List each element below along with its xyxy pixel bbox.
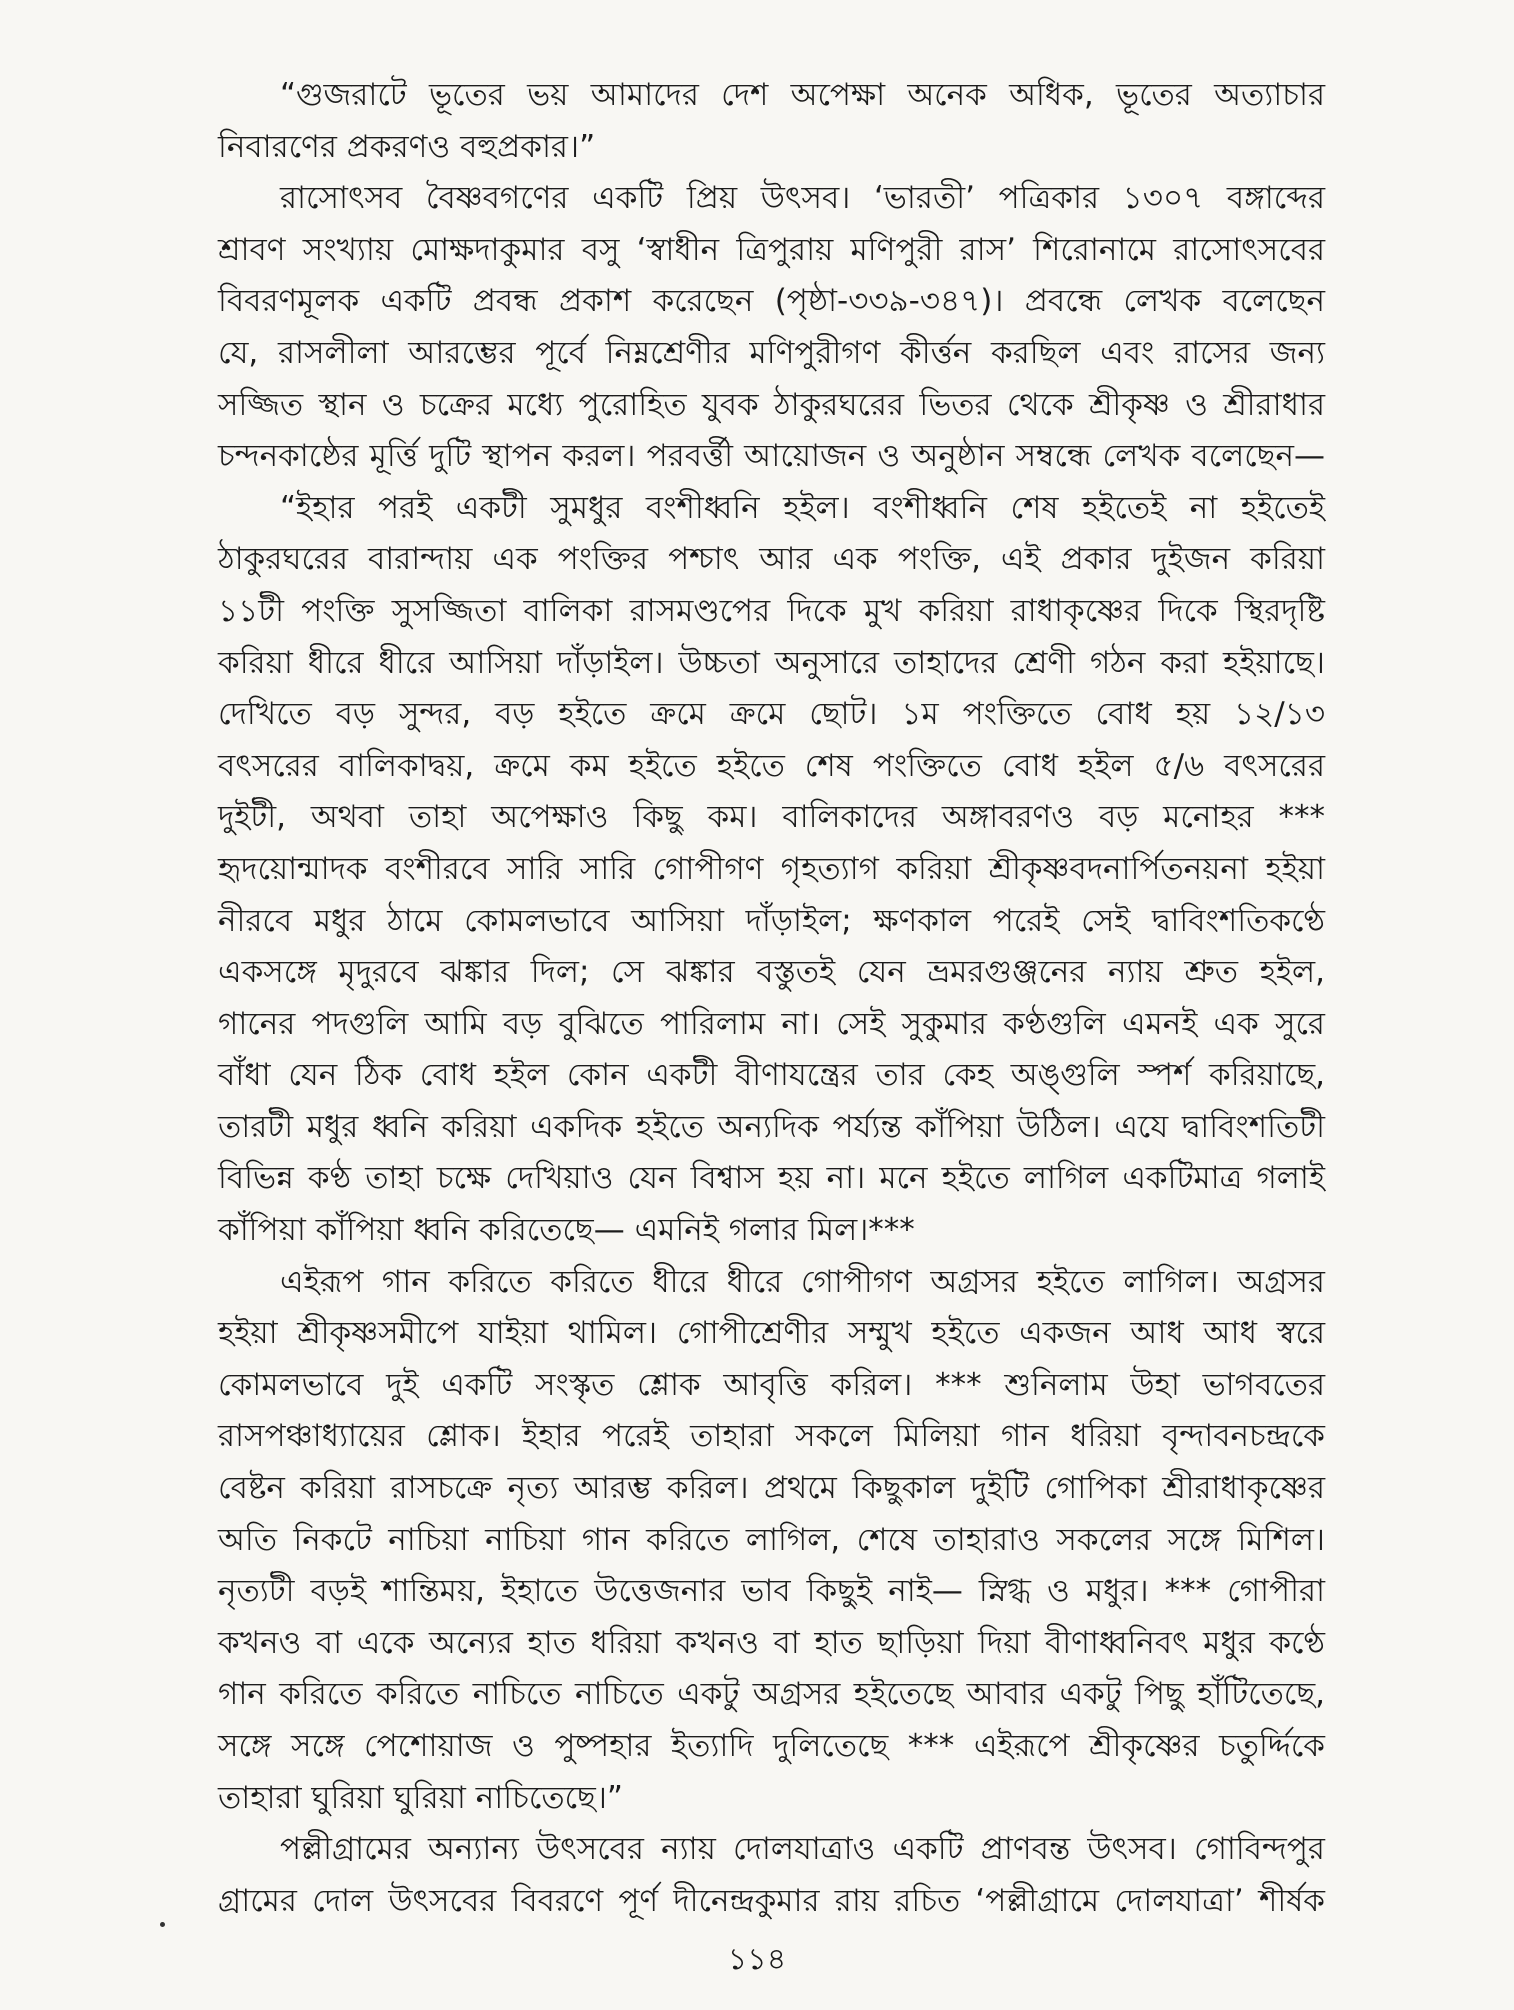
text-line: বিবরণমূলক একটি প্রবন্ধ প্রকাশ করেছেন (পৃষ্ঠা-৩৩৯-৩৪৭)। প্রবন্ধে লেখক বলেছেন <box>218 283 1325 320</box>
text-line: তাহারা ঘুরিয়া ঘুরিয়া নাচিতেছে।” <box>218 1779 623 1816</box>
text-line: নৃত্যটী বড়ই শান্তিময়, ইহাতে উত্তেজনার ভাব কিছুই নাই— স্নিগ্ধ ও মধুর। *** গোপীরা <box>218 1573 1325 1610</box>
page-number: ১১৪ <box>727 1942 787 1977</box>
text-line: রাসোৎসব বৈষ্ণবগণের একটি প্রিয় উৎসব। ‘ভারতী’ পত্রিকার ১৩০৭ বঙ্গাব্দের <box>280 180 1325 217</box>
text-line: একসঙ্গে মৃদুরবে ঝঙ্কার দিল; সে ঝঙ্কার বস্তুতই যেন ভ্রমরগুঞ্জনের ন্যায় শ্রুত হইল, <box>218 954 1325 991</box>
text-line: হৃদয়োন্মাদক বংশীরবে সারি সারি গোপীগণ গৃহত্যাগ করিয়া শ্রীকৃষ্ণবদনার্পিতনয়না হইয়া <box>218 850 1325 887</box>
text-line: নীরবে মধুর ঠামে কোমলভাবে আসিয়া দাঁড়াইল; ক্ষণকাল পরেই সেই দ্বাবিংশতিকণ্ঠে <box>218 902 1325 939</box>
text-line: নিবারণের প্রকরণও বহুপ্রকার।” <box>218 128 596 165</box>
text-line: অতি নিকটে নাচিয়া নাচিয়া গান করিতে লাগিল, শেষে তাহারাও সকলের সঙ্গে মিশিল। <box>218 1521 1325 1558</box>
text-line: করিয়া ধীরে ধীরে আসিয়া দাঁড়াইল। উচ্চতা অনুসারে তাহাদের শ্রেণী গঠন করা হইয়াছে। <box>218 644 1325 681</box>
text-line: সঙ্গে সঙ্গে পেশোয়াজ ও পুষ্পহার ইত্যাদি দুলিতেছে *** এইরূপে শ্রীকৃষ্ণের চতুর্দ্দিকে <box>218 1728 1325 1764</box>
text-line: তারটী মধুর ধ্বনি করিয়া একদিক হইতে অন্যদিক পর্য্যন্ত কাঁপিয়া উঠিল। এযে দ্বাবিংশতিটী <box>218 1108 1325 1145</box>
text-line: বিভিন্ন কণ্ঠ তাহা চক্ষে দেখিয়াও যেন বিশ্বাস হয় না। মনে হইতে লাগিল একটিমাত্র গলাই <box>218 1160 1325 1197</box>
text-line: গান করিতে করিতে নাচিতে নাচিতে একটু অগ্রসর হইতেছে আবার একটু পিছু হাঁটিতেছে, <box>218 1676 1325 1713</box>
text-line: বাঁধা যেন ঠিক বোধ হইল কোন একটী বীণাযন্ত্রের তার কেহ অঙ্গুলি স্পর্শ করিয়াছে, <box>218 1057 1325 1094</box>
text-line: গানের পদগুলি আমি বড় বুঝিতে পারিলাম না। সেই সুকুমার কণ্ঠগুলি এমনই এক সুরে <box>218 1005 1325 1042</box>
text-line: কোমলভাবে দুই একটি সংস্কৃত শ্লোক আবৃত্তি করিল। *** শুনিলাম উহা ভাগবতের <box>218 1366 1325 1403</box>
text-line: ঠাকুরঘরের বারান্দায় এক পংক্তির পশ্চাৎ আর এক পংক্তি, এই প্রকার দুইজন করিয়া <box>218 541 1325 578</box>
text-line: “ইহার পরই একটী সুমধুর বংশীধ্বনি হইল। বংশীধ্বনি শেষ হইতেই না হইতেই <box>280 489 1325 526</box>
text-line: শ্রাবণ সংখ্যায় মোক্ষদাকুমার বসু ‘স্বাধীন ত্রিপুরায় মণিপুরী রাস’ শিরোনামে রাসোৎসবের <box>218 231 1325 268</box>
text-line: ১১টী পংক্তি সুসজ্জিতা বালিকা রাসমণ্ডপের দিকে মুখ করিয়া রাধাকৃষ্ণের দিকে স্থিরদৃষ্টি <box>218 592 1325 629</box>
text-line: দুইটী, অথবা তাহা অপেক্ষাও কিছু কম। বালিকাদের অঙ্গাবরণও বড় মনোহর *** <box>218 799 1325 836</box>
scan-speck <box>160 1922 165 1927</box>
text-line: বেষ্টন করিয়া রাসচক্রে নৃত্য আরম্ভ করিল। প্রথমে কিছুকাল দুইটি গোপিকা শ্রীরাধাকৃষ্ণের <box>218 1470 1325 1507</box>
text-line: যে, রাসলীলা আরম্ভের পূর্বে নিম্নশ্রেণীর মণিপুরীগণ কীর্ত্তন করছিল এবং রাসের জন্য <box>218 334 1325 371</box>
text-line: চন্দনকাষ্ঠের মূর্ত্তি দুটি স্থাপন করল। পরবর্ত্তী আয়োজন ও অনুষ্ঠান সম্বন্ধে লেখক বলেছেন— <box>218 438 1325 475</box>
text-line: রাসপঞ্চাধ্যায়ের শ্লোক। ইহার পরেই তাহারা সকলে মিলিয়া গান ধরিয়া বৃন্দাবনচন্দ্রকে <box>218 1418 1325 1455</box>
body-text <box>218 70 1325 1927</box>
text-line: এইরূপ গান করিতে করিতে ধীরে ধীরে গোপীগণ অগ্রসর হইতে লাগিল। অগ্রসর <box>280 1263 1325 1300</box>
text-line: গ্রামের দোল উৎসবের বিবরণে পূর্ণ দীনেন্দ্রকুমার রায় রচিত ‘পল্লীগ্রামে দোলযাত্রা’ শীর্ষক <box>218 1882 1325 1919</box>
text-line: পল্লীগ্রামের অন্যান্য উৎসবের ন্যায় দোলযাত্রাও একটি প্রাণবন্ত উৎসব। গোবিন্দপুর <box>280 1831 1325 1868</box>
text-line: বৎসরের বালিকাদ্বয়, ক্রমে কম হইতে হইতে শেষ পংক্তিতে বোধ হইল ৫/৬ বৎসরের <box>218 747 1325 784</box>
text-line: সজ্জিত স্থান ও চক্রের মধ্যে পুরোহিত যুবক ঠাকুরঘরের ভিতর থেকে শ্রীকৃষ্ণ ও শ্রীরাধার <box>218 386 1325 423</box>
text-line: দেখিতে বড় সুন্দর, বড় হইতে ক্রমে ক্রমে ছোট। ১ম পংক্তিতে বোধ হয় ১২/১৩ <box>218 696 1325 733</box>
text-line: কখনও বা একে অন্যের হাত ধরিয়া কখনও বা হাত ছাড়িয়া দিয়া বীণাধ্বনিবৎ মধুর কণ্ঠে <box>218 1624 1325 1661</box>
text-line: “গুজরাটে ভূতের ভয় আমাদের দেশ অপেক্ষা অনেক অধিক, ভূতের অত্যাচার <box>280 77 1325 113</box>
text-line: কাঁপিয়া কাঁপিয়া ধ্বনি করিতেছে— এমনিই গলার মিল।*** <box>218 1212 915 1249</box>
text-line: হইয়া শ্রীকৃষ্ণসমীপে যাইয়া থামিল। গোপীশ্রেণীর সম্মুখ হইতে একজন আধ আধ স্বরে <box>218 1315 1325 1352</box>
